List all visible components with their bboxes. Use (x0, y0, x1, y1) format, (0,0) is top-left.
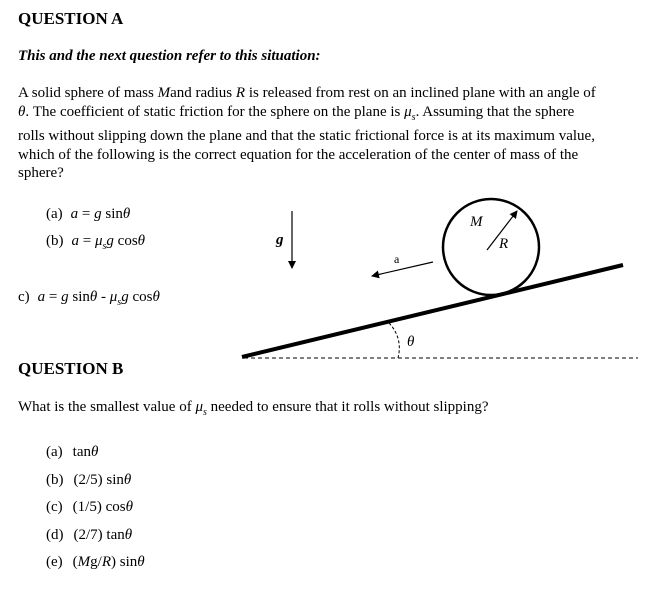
acceleration-label: a (394, 252, 400, 266)
inclined-plane (242, 265, 623, 357)
option-label: (c) (46, 499, 63, 515)
question-b-option: (c) (1/5) cosθ (46, 499, 133, 515)
gravity-label: g (276, 232, 284, 248)
paragraph-line: rolls without slipping down the plane and that the static frictional force is at its maximum value, (18, 128, 595, 144)
question-a-option: (a) a = g sinθ (46, 206, 131, 222)
question-a-intro: This and the next question refer to this situation: (18, 48, 321, 64)
option-label: (b) (46, 233, 64, 249)
paragraph-line: sphere? (18, 165, 64, 181)
question-b-option: (b) (2/5) sinθ (46, 471, 132, 488)
paragraph-line: which of the following is the correct equation for the acceleration of the center of mass of the (18, 146, 579, 163)
mass-label: M (470, 214, 483, 230)
question-a-option: (b) $a = \mu_sg$ cosθ (46, 233, 146, 252)
option-label: (e) (46, 554, 63, 570)
option-label: (b) (46, 471, 64, 488)
question-b-option: (e) (Mg/R) sinθ (46, 554, 145, 570)
question-b-option: (a) tanθ (46, 444, 99, 460)
question-a-option: c) a = g sinθ - $\mu_sg$ cosθ (18, 289, 160, 308)
option-label: (a) (46, 206, 63, 222)
option-label: c) (18, 289, 30, 305)
question-b-prompt: What is the smallest value of $\mu_s$ needed to ensure that it rolls without slipping? (18, 399, 489, 418)
option-label: (a) (46, 444, 63, 460)
angle-label: θ (407, 334, 415, 350)
paragraph-line: A solid sphere of mass Mand radius R is released from rest on an inclined plane with an angle of (18, 85, 596, 101)
question-a-heading: QUESTION A (18, 9, 124, 28)
acceleration-arrow-icon (372, 262, 433, 276)
question-b-option: (d) (2/7) tanθ (46, 526, 133, 543)
option-label: (d) (46, 526, 64, 543)
sphere (443, 199, 539, 295)
question-b-heading: QUESTION B (18, 359, 124, 378)
radius-label: R (499, 236, 509, 252)
angle-arc (389, 323, 399, 358)
paragraph-line: θ. The coefficient of static friction for the sphere on the plane is $\mu_s$. Assuming that the sphere (18, 103, 575, 123)
